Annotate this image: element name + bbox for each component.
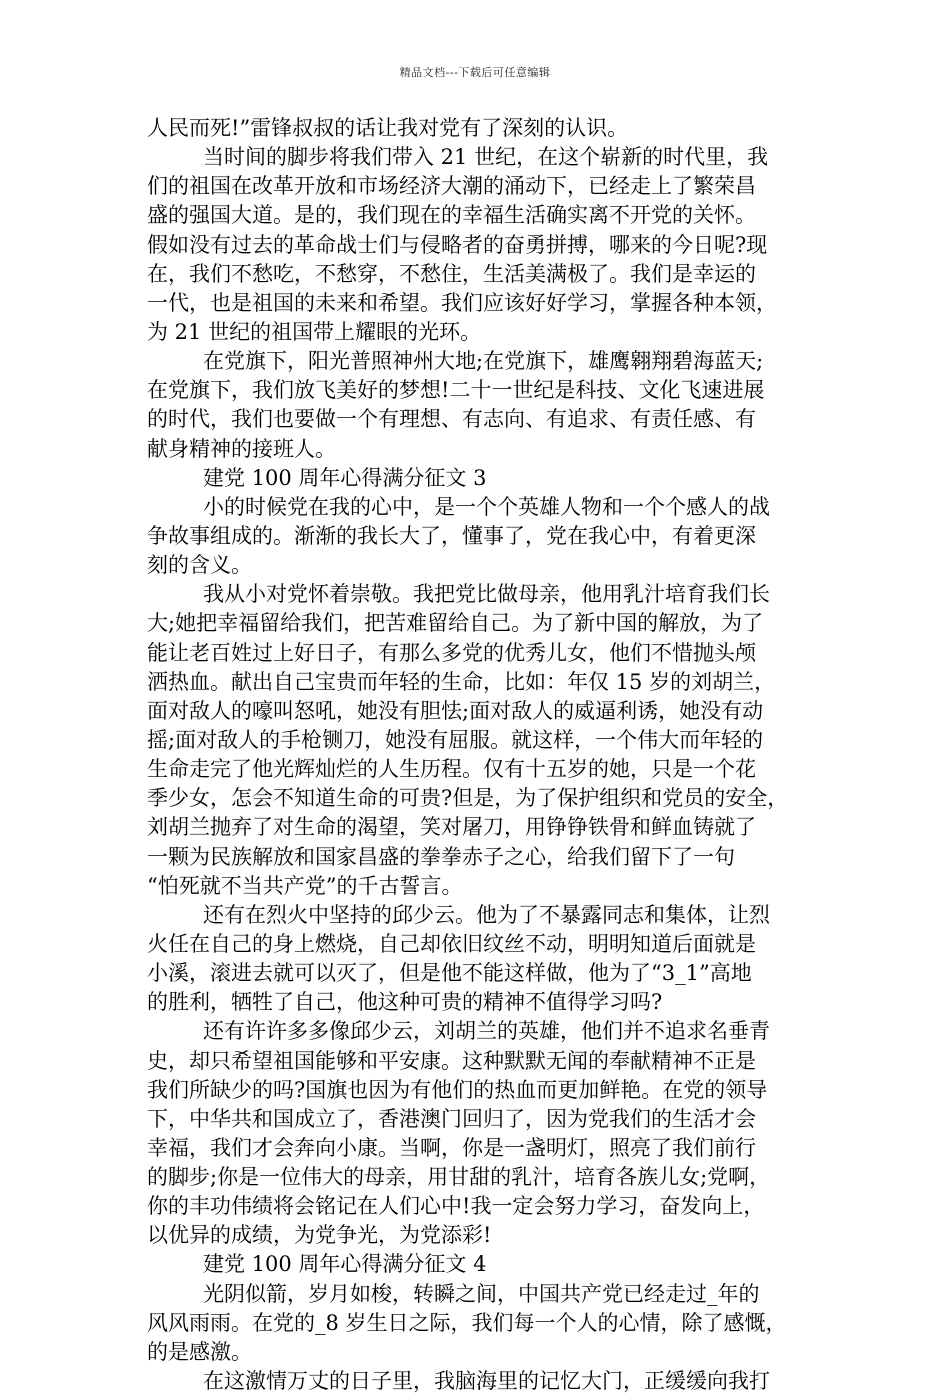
text-line: 季少女，怎会不知道生命的可贵?但是，为了保护组织和党员的安全， xyxy=(147,786,789,811)
text-line: 当时间的脚步将我们带入 21 世纪，在这个崭新的时代里，我 xyxy=(203,145,769,170)
text-line: “怕死就不当共产党”的千古誓言。 xyxy=(147,873,463,898)
text-line: 在，我们不愁吃，不愁穿，不愁住，生活美满极了。我们是幸运的 xyxy=(147,261,756,286)
text-line: 盛的强国大道。是的，我们现在的幸福生活确实离不开党的关怀。 xyxy=(147,203,756,228)
text-line: 火任在自己的身上燃烧，自己却依旧纹丝不动，明明知道后面就是 xyxy=(147,931,756,956)
text-line: 大;她把幸福留给我们，把苦难留给自己。为了新中国的解放，为了 xyxy=(147,611,764,636)
text-line: 刘胡兰抛弃了对生命的渴望，笑对屠刀，用铮铮铁骨和鲜血铸就了 xyxy=(147,815,756,840)
text-line: 的时代，我们也要做一个有理想、有志向、有追求、有责任感、有 xyxy=(147,407,756,432)
text-line: 以优异的成绩，为党争光，为党添彩! xyxy=(147,1223,492,1248)
text-line: 建党 100 周年心得满分征文 3 xyxy=(203,465,487,490)
page-header: 精品文档---下载后可任意编辑 xyxy=(399,66,551,79)
text-line: 的是感激。 xyxy=(147,1339,252,1364)
text-line: 们的祖国在改革开放和市场经济大潮的涌动下，已经走上了繁荣昌 xyxy=(147,174,756,199)
text-line: 在党旗下，我们放飞美好的梦想!二十一世纪是科技、文化飞速进展 xyxy=(147,378,765,403)
text-line: 你的丰功伟绩将会铭记在人们心中!我一定会努力学习，奋发向上， xyxy=(147,1194,765,1219)
text-line: 一代，也是祖国的未来和希望。我们应该好好学习，掌握各种本领， xyxy=(147,290,777,315)
text-line: 建党 100 周年心得满分征文 4 xyxy=(203,1252,487,1277)
text-line: 小的时候党在我的心中，是一个个英雄人物和一个个感人的战 xyxy=(203,494,770,519)
text-line: 假如没有过去的革命战士们与侵略者的奋勇拼搏，哪来的今日呢?现 xyxy=(147,232,768,257)
text-line: 面对敌人的嚎叫怒吼，她没有胆怯;面对敌人的威逼利诱，她没有动 xyxy=(147,698,764,723)
text-line: 生命走完了他光辉灿烂的人生历程。仅有十五岁的她，只是一个花 xyxy=(147,757,756,782)
text-line: 光阴似箭，岁月如梭，转瞬之间，中国共产党已经走过_年的 xyxy=(203,1281,760,1306)
text-line: 的脚步;你是一位伟大的母亲，用甘甜的乳汁，培育各族儿女;党啊， xyxy=(147,1165,771,1190)
text-line: 还有许许多多像邱少云，刘胡兰的英雄，他们并不追求名垂青 xyxy=(203,1019,770,1044)
text-line: 摇;面对敌人的手枪铡刀，她没有屈服。就这样，一个伟大而年轻的 xyxy=(147,727,764,752)
text-line: 一颗为民族解放和国家昌盛的拳拳赤子之心，给我们留下了一句 xyxy=(147,844,735,869)
text-line: 洒热血。献出自己宝贵而年轻的生命，比如：年仅 15 岁的刘胡兰， xyxy=(147,669,776,694)
text-line: 史，却只希望祖国能够和平安康。这种默默无闻的奉献精神不正是 xyxy=(147,1048,756,1073)
text-line: 幸福，我们才会奔向小康。当啊，你是一盏明灯，照亮了我们前行 xyxy=(147,1135,756,1160)
text-line: 的胜利，牺牲了自己，他这种可贵的精神不值得学习吗? xyxy=(147,990,663,1015)
text-line: 小溪，滚进去就可以灭了，但是他不能这样做，他为了“3_1”高地 xyxy=(147,961,752,986)
text-line: 在党旗下，阳光普照神州大地;在党旗下，雄鹰翱翔碧海蓝天; xyxy=(203,349,764,374)
text-line: 我从小对党怀着崇敬。我把党比做母亲，他用乳汁培育我们长 xyxy=(203,582,770,607)
text-line: 下，中华共和国成立了，香港澳门回归了，因为党我们的生活才会 xyxy=(147,1106,756,1131)
text-line: 还有在烈火中坚持的邱少云。他为了不暴露同志和集体，让烈 xyxy=(203,902,770,927)
text-line: 为 21 世纪的祖国带上耀眼的光环。 xyxy=(147,319,482,344)
text-line: 人民而死!”雷锋叔叔的话让我对党有了深刻的认识。 xyxy=(147,116,629,140)
text-line: 能让老百姓过上好日子，有那么多党的优秀儿女，他们不惜抛头颅 xyxy=(147,640,756,665)
text-line: 刻的含义。 xyxy=(147,553,252,578)
text-line: 在这激情万丈的日子里，我脑海里的记忆大门，正缓缓向我打 xyxy=(203,1369,770,1394)
text-line: 献身精神的接班人。 xyxy=(147,436,336,461)
text-line: 我们所缺少的吗?国旗也因为有他们的热血而更加鲜艳。在党的领导 xyxy=(147,1077,768,1102)
text-line: 争故事组成的。渐渐的我长大了，懂事了，党在我心中，有着更深 xyxy=(147,523,756,548)
document-body xyxy=(147,114,809,1396)
text-line: 风风雨雨。在党的_8 岁生日之际，我们每一个人的心情，除了感慨， xyxy=(147,1310,787,1335)
